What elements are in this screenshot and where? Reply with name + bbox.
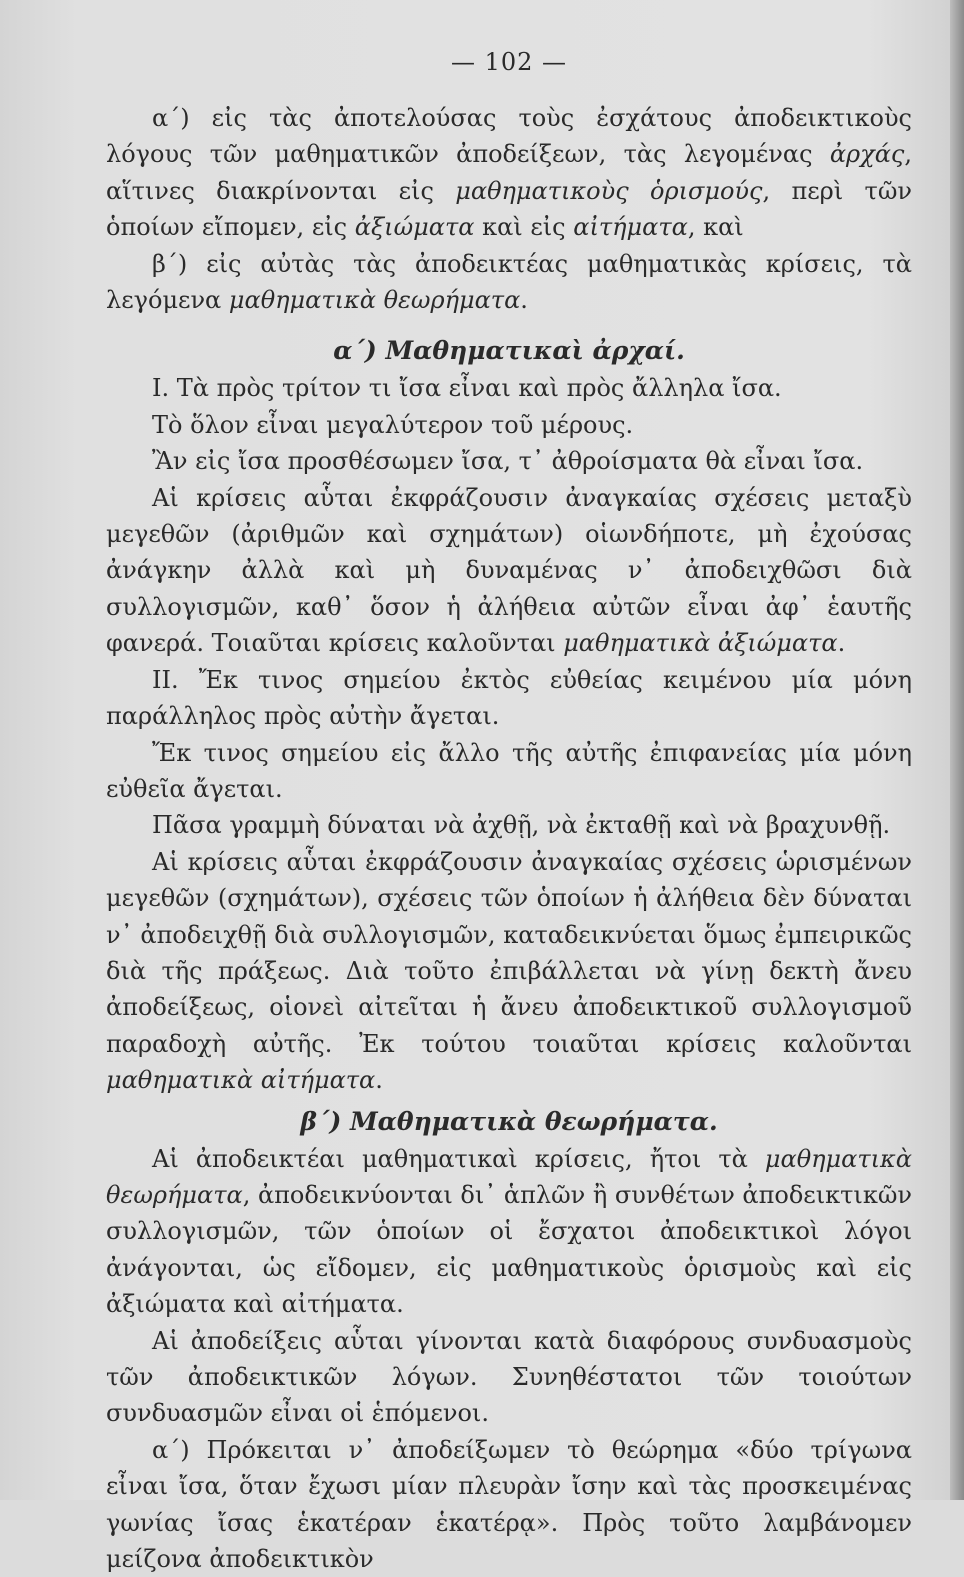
postulate-1: II. Ἔκ τινος σημείου ἐκτὸς εὐθείας κειμένου μία μόνη παράλληλος πρὸς αὐτὴν ἄγεται.: [106, 665, 912, 731]
postulate-3: Πᾶσα γραμμὴ δύναται νὰ ἀχθῇ, νὰ ἐκταθῇ καὶ νὰ βραχυνθῇ.: [152, 811, 891, 840]
postulates-explanation: Αἱ κρίσεις αὗται ἐκφράζουσιν ἀναγκαίας σχέσεις ὡρισμένων μεγεθῶν (σχημάτων), σχέσεις τῶν ὁποίων ἡ ἀλήθεια δὲν δύναται ν᾽ ἀποδειχθῇ διὰ συλλογισμῶν, καταδεικνύεται ὅμως ἐμπειρικῶς διὰ τῆς πράξεως. Διὰ τοῦτο ἐπιβάλλεται νὰ γίνῃ δεκτὴ ἄνευ ἀποδείξεως, οἱονεὶ αἰτεῖται ἡ ἄνευ ἀποδεικτικοῦ συλλογισμοῦ παραδοχὴ αὐτῆς. Ἐκ τούτου τοιαῦται κρίσεις καλοῦνται μαθηματικὰ αἰτήματα.: [106, 847, 912, 1095]
theorems-paragraph-1: Αἱ ἀποδεικτέαι μαθηματικαὶ κρίσεις, ἤτοι τὰ μαθηματικὰ θεωρήματα, ἀποδεικνύονται δι᾽ ἁπλῶν ἢ συνθέτων ἀποδεικτικῶν συλλογισμῶν, τῶν ὁποίων οἱ ἔσχατοι ἀποδεικτικοὶ λόγοι ἀνάγονται, ὡς εἴδομεν, εἰς μαθηματικοὺς ὁρισμοὺς καὶ εἰς ἀξιώματα καὶ αἰτήματα.: [106, 1144, 912, 1319]
intro-item-a: α΄) εἰς τὰς ἀποτελούσας τοὺς ἐσχάτους ἀποδεικτικοὺς λόγους τῶν μαθηματικῶν ἀποδείξεων, τὰς λεγομένας ἀρχάς, αἵτινες διακρίνονται εἰς μαθηματικοὺς ὁρισμούς, περὶ τῶν ὁποίων εἴπομεν, εἰς ἀξιώματα καὶ εἰς αἰτήματα, καὶ: [106, 104, 912, 242]
postulate-2: Ἔκ τινος σημείου εἰς ἄλλο τῆς αὐτῆς ἐπιφανείας μία μόνη εὐθεῖα ἄγεται.: [106, 738, 912, 803]
axiom-1: I. Τὰ πρὸς τρίτον τι ἴσα εἶναι καὶ πρὸς ἄλληλα ἴσα.: [152, 374, 782, 403]
axiom-3: Ἂν εἰς ἴσα προσθέσωμεν ἴσα, τ᾽ ἀθροίσματα θὰ εἶναι ἴσα.: [152, 447, 864, 476]
section-heading-archai: α΄) Μαθηματικαὶ ἀρχαί.: [333, 336, 685, 366]
page-number: — 102 —: [450, 48, 568, 76]
term-mathimatika-theorimata: μαθηματικὰ θεωρήματα: [106, 1144, 912, 1209]
page-content: [106, 44, 912, 1577]
term-orismoi: μαθηματικοὺς ὁρισμούς: [455, 176, 763, 205]
term-aitimata: αἰτήματα: [573, 213, 688, 242]
theorems-paragraph-2: Αἱ ἀποδείξεις αὗται γίνονται κατὰ διαφόρους συνδυασμοὺς τῶν ἀποδεικτικῶν λόγων. Συνηθέστατοι τῶν τοιούτων συνδυασμῶν εἶναι οἱ ἑπόμενοι.: [106, 1326, 912, 1428]
term-mathimatika-aitimata: μαθηματικὰ αἰτήματα: [106, 1066, 376, 1095]
axiom-2: Τὸ ὅλον εἶναι μεγαλύτερον τοῦ μέρους.: [152, 410, 634, 439]
term-mathimatika-axiomata: μαθηματικὰ ἀξιώματα: [563, 629, 838, 658]
theorems-paragraph-3: α΄) Πρόκειται ν᾽ ἀποδείξωμεν τὸ θεώρημα «δύο τρίγωνα εἶναι ἴσα, ὅταν ἔχωσι μίαν πλευρὰν ἴσην καὶ τὰς προσκειμένας γωνίας ἴσας ἑκατέραν ἑκατέρᾳ». Πρὸς τοῦτο λαμβάνομεν μείζονα ἀποδεικτικὸν: [106, 1435, 912, 1574]
term-axiomata: ἀξιώματα: [354, 213, 475, 242]
section-heading-theorimata: β΄) Μαθηματικὰ θεωρήματα.: [300, 1106, 718, 1136]
intro-item-b: β΄) εἰς αὐτὰς τὰς ἀποδεικτέας μαθηματικὰς κρίσεις, τὰ λεγόμενα μαθηματικὰ θεωρήματα.: [106, 249, 912, 315]
axioms-explanation: Αἱ κρίσεις αὗται ἐκφράζουσιν ἀναγκαίας σχέσεις μεταξὺ μεγεθῶν (ἀριθμῶν καὶ σχημάτων) οἱωνδήποτε, μὴ ἐχούσας ἀνάγκην ἀλλὰ καὶ μὴ δυναμένας ν᾽ ἀποδειχθῶσι διὰ συλλογισμῶν, καθ᾽ ὅσον ἡ ἀλήθεια αὐτῶν εἶναι ἀφ᾽ ἑαυτῆς φανερά. Τοιαῦται κρίσεις καλοῦνται μαθηματικὰ ἀξιώματα.: [106, 483, 912, 658]
term-theorimata: μαθηματικὰ θεωρήματα: [228, 286, 521, 315]
page-edge-shadow: [950, 0, 964, 1500]
term-archai: ἀρχάς: [829, 140, 905, 169]
